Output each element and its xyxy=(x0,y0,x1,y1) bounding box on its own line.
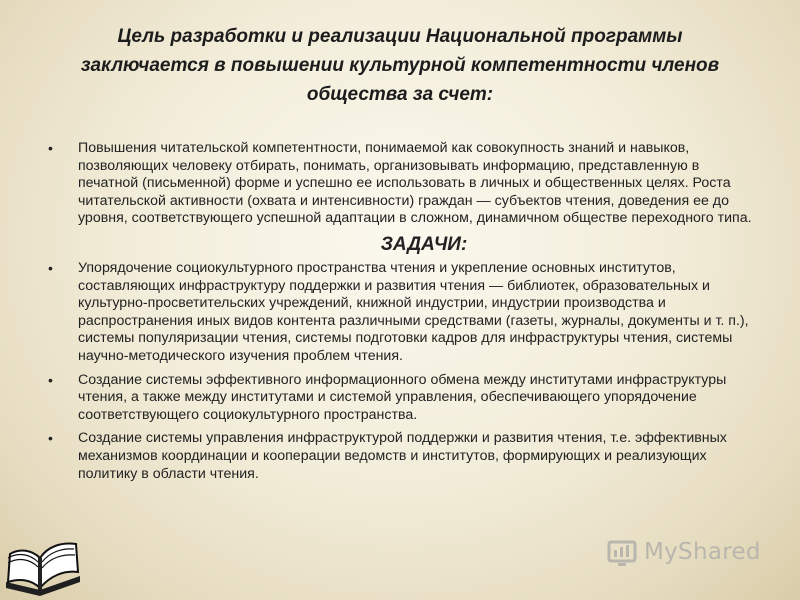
slide-content xyxy=(48,140,760,489)
goal-bullet-text: Повышения читательской компетентности, понимаемой как совокупность знаний и навыков, позволяющих человеку отбирать, понимать, организовывать информацию, представленную в печатной (письменной) форме и успешно ее использовать в личных и общественных целях. Роста читательской активности (охвата и интенсивности) граждан — субъектов чтения, доведения ее до уровня, соответствующего успешной адаптации в сложном, динамичном обществе переходного типа. xyxy=(78,140,752,227)
bullet-dot: • xyxy=(48,371,53,388)
goal-bullet xyxy=(48,140,760,228)
bullet-dot: • xyxy=(48,140,53,156)
task-item-text: Упорядочение социокультурного пространства чтения и укрепление основных институтов, составляющих инфраструктуру поддержки и развития чтения — библиотек, образовательных и культурно-просветительских учреждений, книжной индустрии, индустрии производства и распространения иных видов контента различными средствами (газеты, журналы, документы и т. п.), системы популяризации чтения, системы подготовки кадров для инфраструктуры чтения, системы научно-методического изучения проблем чтения. xyxy=(78,259,749,364)
task-item xyxy=(48,430,760,483)
open-book-icon xyxy=(0,532,84,598)
title-line-2: заключается в повышении культурной компетентности членов xyxy=(80,55,720,76)
task-item-text: Создание системы эффективного информационного обмена между институтами инфраструктуры чтения, а также между институтами и системой управления, обеспечивающего упорядочение соответствующего социокультурного пространства. xyxy=(78,371,727,423)
task-item-text: Создание системы управления инфраструктурой поддержки и развития чтения, т.е. эффективных механизмов координации и кооперации ведомств и институтов, формирующих и реализующих политику в области чтения. xyxy=(78,430,727,482)
bullet-dot: • xyxy=(48,430,53,447)
slide-title xyxy=(60,22,740,109)
myshared-logo xyxy=(606,532,761,572)
myshared-logo-text: MyShared xyxy=(644,539,761,565)
title-line-3: общества за счет: xyxy=(306,84,494,105)
myshared-logo-icon xyxy=(606,536,638,568)
tasks-heading: ЗАДАЧИ: xyxy=(380,233,468,255)
title-line-1: Цель разработки и реализации Национальной программы xyxy=(117,26,683,47)
task-item xyxy=(48,260,760,366)
bullet-dot: • xyxy=(48,259,53,276)
task-item xyxy=(48,372,760,425)
